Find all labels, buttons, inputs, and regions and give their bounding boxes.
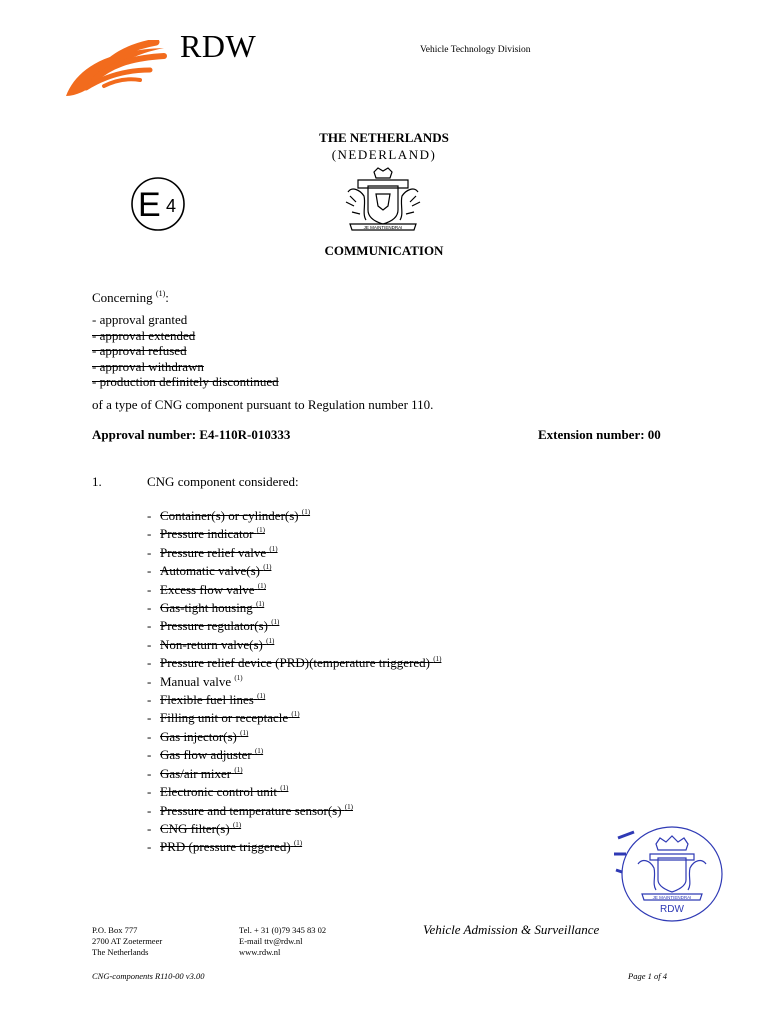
- component-name: Manual valve: [160, 673, 232, 689]
- component-item: [147, 634, 441, 652]
- footnote-ref: (1): [232, 820, 242, 829]
- footnote-ref: (1): [256, 526, 265, 535]
- component-label: [160, 600, 264, 615]
- component-name: Pressure regulator(s): [160, 618, 268, 634]
- component-name: Gas flow adjuster: [160, 747, 252, 763]
- component-list: [147, 505, 441, 855]
- communication-heading: COMMUNICATION: [324, 243, 444, 258]
- component-item: [147, 615, 441, 633]
- component-label: [160, 747, 263, 762]
- website-link[interactable]: www.rdw.nl: [239, 947, 281, 957]
- division-name: Vehicle Technology Division: [420, 45, 531, 55]
- component-item: [147, 652, 441, 670]
- component-label: [160, 821, 241, 836]
- address-line: 2700 AT Zoetermeer: [92, 936, 163, 946]
- footnote-ref: (1): [433, 655, 442, 664]
- document-reference: CNG-components R110-00 v3.00: [92, 971, 205, 981]
- component-name: PRD (pressure triggered): [160, 839, 291, 855]
- footnote-ref: (1): [234, 765, 243, 774]
- rdw-stamp-icon: [612, 824, 724, 924]
- component-name: Container(s) or cylinder(s): [160, 508, 299, 523]
- component-label: [160, 637, 274, 652]
- address-line: The Netherlands: [92, 947, 149, 957]
- list-dash: -: [147, 581, 152, 597]
- component-label: [160, 803, 353, 818]
- footnote-ref: (1): [269, 544, 278, 553]
- status-item: - approval refused: [92, 343, 187, 358]
- list-dash: -: [147, 618, 152, 634]
- component-label: [160, 655, 441, 670]
- component-item: [147, 818, 441, 836]
- rdw-logo-icon: [64, 40, 174, 98]
- footer-contact: [239, 925, 326, 958]
- component-item: [147, 800, 441, 818]
- component-item: [147, 671, 441, 689]
- component-item: [147, 505, 441, 523]
- svg-text:4: 4: [166, 196, 177, 216]
- list-dash: -: [147, 563, 152, 579]
- footnote-ref: (1): [254, 747, 264, 756]
- section-title: CNG component considered:: [147, 474, 299, 489]
- component-name: Gas injector(s): [160, 728, 237, 744]
- extension-number: Extension number: 00: [538, 427, 661, 442]
- component-label: [160, 839, 302, 854]
- footnote-ref: (1): [257, 692, 266, 701]
- component-item: [147, 836, 441, 854]
- list-dash: -: [147, 655, 152, 671]
- component-label: [160, 545, 278, 560]
- component-item: [147, 579, 441, 597]
- svg-text:RDW: RDW: [660, 904, 684, 915]
- status-item: - production definitely discontinued: [92, 374, 279, 389]
- component-item: [147, 523, 441, 541]
- list-dash: -: [147, 784, 152, 800]
- status-item: - approval withdrawn: [92, 358, 204, 374]
- component-item: [147, 707, 441, 725]
- section-number: 1.: [92, 474, 102, 489]
- list-dash: -: [147, 839, 152, 855]
- list-dash: -: [147, 728, 152, 744]
- address-line: P.O. Box 777: [92, 925, 138, 935]
- component-type-sentence: of a type of CNG component pursuant to Regulation number 110.: [92, 397, 434, 412]
- status-item: - approval granted: [92, 312, 188, 327]
- component-label: [160, 729, 248, 744]
- component-name: Gas-tight housing: [160, 600, 253, 616]
- component-name: Pressure relief valve: [160, 544, 267, 560]
- footnote-ref: (1): [280, 784, 289, 793]
- page-number: Page 1 of 4: [628, 971, 667, 981]
- component-name: Pressure indicator: [160, 526, 254, 542]
- list-dash: -: [147, 600, 152, 616]
- footnote-ref: (1): [293, 839, 303, 848]
- component-item: [147, 689, 441, 707]
- list-dash: -: [147, 636, 152, 652]
- footnote-ref: (1): [263, 563, 272, 572]
- component-name: Pressure and temperature sensor(s): [160, 802, 342, 818]
- component-item: [147, 597, 441, 615]
- footnote-ref: (1): [291, 710, 300, 719]
- component-name: Flexible fuel lines: [160, 692, 254, 708]
- list-dash: -: [147, 747, 152, 763]
- approval-status-list: [92, 312, 279, 390]
- list-dash: -: [147, 710, 152, 726]
- component-item: [147, 781, 441, 799]
- e4-mark-icon: [128, 176, 188, 232]
- component-item: [147, 542, 441, 560]
- footnote-ref: (1): [155, 289, 166, 298]
- list-dash: -: [147, 508, 152, 523]
- component-label: [160, 563, 271, 578]
- component-item: [147, 763, 441, 781]
- status-item: - approval extended: [92, 327, 196, 343]
- svg-text:JE MAINTIENDRAI: JE MAINTIENDRAI: [363, 225, 403, 230]
- component-label: [160, 526, 265, 541]
- component-label: [160, 784, 288, 799]
- list-dash: -: [147, 765, 152, 781]
- country-name: THE NETHERLANDS: [319, 130, 449, 145]
- email-address[interactable]: E-mail ttv@rdw.nl: [239, 936, 303, 946]
- footer-slogan: Vehicle Admission & Surveillance: [423, 922, 600, 937]
- component-name: Filling unit or receptacle: [160, 710, 289, 726]
- footer-address: [92, 925, 162, 958]
- component-name: Gas/air mixer: [160, 765, 232, 781]
- list-dash: -: [147, 820, 152, 836]
- svg-text:E: E: [138, 186, 161, 224]
- brand-name: RDW: [180, 28, 257, 64]
- footnote-ref: (1): [257, 581, 267, 590]
- concerning-label: Concerning $^{(1)}$:: [92, 289, 169, 305]
- list-dash: -: [147, 544, 152, 560]
- footnote-ref: (1): [240, 728, 249, 737]
- component-label: [160, 508, 310, 523]
- component-label: [160, 710, 300, 725]
- component-name: Pressure relief device (PRD)(temperature triggered): [160, 655, 430, 671]
- component-name: CNG filter(s): [160, 820, 230, 836]
- footnote-ref: (1): [266, 636, 275, 645]
- list-dash: -: [147, 673, 152, 689]
- list-dash: -: [147, 526, 152, 542]
- component-label: [160, 582, 266, 597]
- component-label: [160, 692, 265, 707]
- component-name: Excess flow valve: [160, 581, 255, 597]
- component-label: [160, 766, 243, 781]
- component-label: [160, 618, 279, 633]
- component-name: Electronic control unit: [160, 784, 277, 800]
- component-label: [160, 674, 243, 689]
- footnote-ref: (1): [344, 802, 353, 811]
- component-name: Automatic valve(s): [160, 563, 260, 579]
- approval-number: Approval number: E4-110R-010333: [92, 427, 291, 442]
- component-name: Non-return valve(s): [160, 636, 263, 652]
- coat-of-arms-icon: [338, 166, 428, 234]
- footnote-ref: (1): [271, 618, 280, 627]
- svg-text:JE MAINTIENDRAI: JE MAINTIENDRAI: [652, 895, 692, 900]
- list-dash: -: [147, 692, 152, 708]
- component-item: [147, 744, 441, 762]
- footnote-ref: (1): [234, 673, 243, 682]
- component-item: [147, 726, 441, 744]
- list-dash: -: [147, 802, 152, 818]
- footnote-ref: (1): [256, 600, 265, 609]
- component-item: [147, 560, 441, 578]
- phone-number: Tel. + 31 (0)79 345 83 02: [239, 925, 327, 935]
- footnote-ref: (1): [301, 508, 311, 516]
- country-native-name: (NEDERLAND): [331, 147, 437, 162]
